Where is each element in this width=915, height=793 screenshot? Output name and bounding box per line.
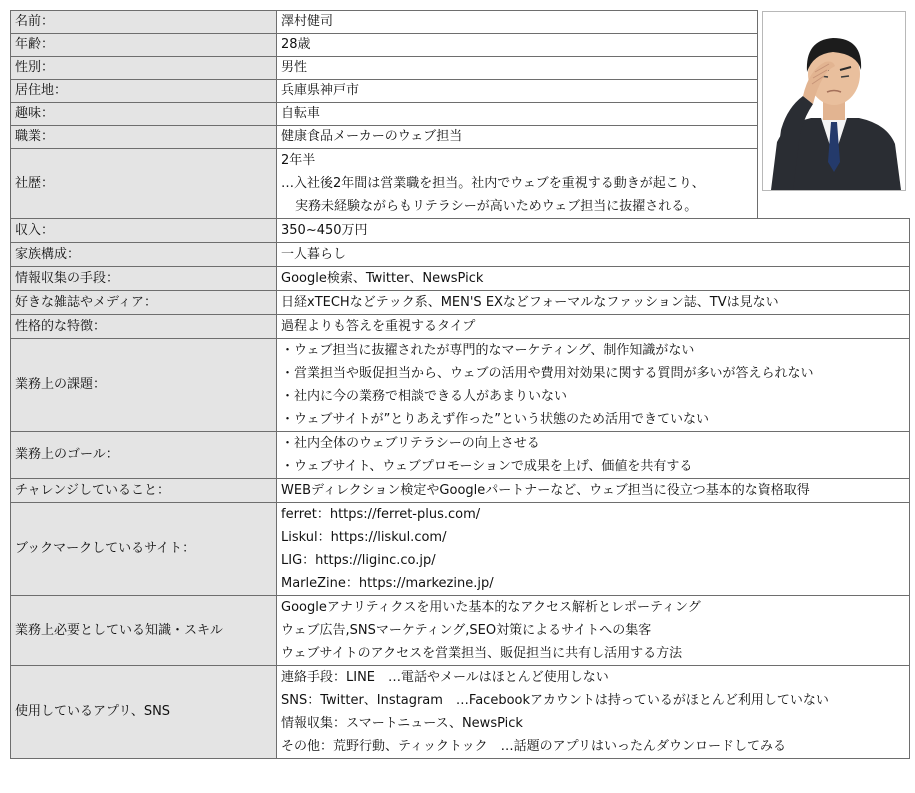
value-line: ・社内全体のウェブリテラシーの向上させる <box>281 436 540 451</box>
row-value <box>277 267 910 291</box>
value-line: ・ウェブサイト、ウェブプロモーションで成果を上げ、価値を共有する <box>281 459 693 474</box>
table-row <box>11 596 910 666</box>
label-occupation: 職業： <box>11 126 277 149</box>
value-line: SNS：Twitter、Instagram …Facebookアカウントは持っているがほとんど利用していない <box>281 693 829 708</box>
value-residence: 兵庫県神戸市 <box>277 80 758 103</box>
label-career: 社歴： <box>11 149 277 219</box>
value-line: ・営業担当や販促担当から、ウェブの活用や費用対効果に関する質問が多いが答えられない <box>281 366 814 381</box>
row-value <box>277 432 910 479</box>
row-value <box>277 315 910 339</box>
row-label: 家族構成： <box>11 243 277 267</box>
table-row <box>11 243 910 267</box>
label-residence: 居住地： <box>11 80 277 103</box>
value-line: Google検索、Twitter、NewsPick <box>281 271 484 286</box>
label-name: 名前： <box>11 11 277 34</box>
table-row <box>11 666 910 759</box>
table-row <box>11 219 910 243</box>
row-value <box>277 291 910 315</box>
row-value <box>277 339 910 432</box>
table-row <box>11 267 910 291</box>
row-value <box>277 666 910 759</box>
value-line: ferret：https://ferret-plus.com/ <box>281 507 481 522</box>
label-age: 年齢： <box>11 34 277 57</box>
row-label: 使用しているアプリ、SNS <box>11 666 277 759</box>
row-label: 好きな雑誌やメディア： <box>11 291 277 315</box>
career-line: …入社後2年間は営業職を担当。社内でウェブを重視する動きが起こり、 <box>281 176 705 191</box>
row-label: 情報収集の手段： <box>11 267 277 291</box>
value-line: ・ウェブサイトが”とりあえず作った”という状態のため活用できていない <box>281 412 710 427</box>
row-value <box>277 503 910 596</box>
value-line: Googleアナリティクスを用いた基本的なアクセス解析とレポーティング <box>281 600 701 615</box>
value-gender: 男性 <box>277 57 758 80</box>
persona-photo <box>762 11 906 191</box>
value-line: 350~450万円 <box>281 223 368 238</box>
value-line: ウェブサイトのアクセスを営業担当、販促担当に共有し活用する方法 <box>281 646 683 661</box>
label-gender: 性別： <box>11 57 277 80</box>
value-line: ・ウェブ担当に抜擢されたが専門的なマーケティング、制作知識がない <box>281 343 695 358</box>
career-line: 実務未経験ながらもリテラシーが高いためウェブ担当に抜擢される。 <box>295 199 698 214</box>
row-value <box>277 219 910 243</box>
value-line: 過程よりも答えを重視するタイプ <box>281 319 476 334</box>
value-hobby: 自転車 <box>277 103 758 126</box>
row-label: 収入： <box>11 219 277 243</box>
persona-table <box>10 10 910 759</box>
value-line: MarleZine：https://markezine.jp/ <box>281 576 494 591</box>
value-career <box>277 149 758 219</box>
value-name: 澤村健司 <box>277 11 758 34</box>
value-line: ウェブ広告,SNSマーケティング,SEO対策によるサイトへの集客 <box>281 623 652 638</box>
label-hobby: 趣味： <box>11 103 277 126</box>
row-value <box>277 596 910 666</box>
row-label: 性格的な特徴： <box>11 315 277 339</box>
persona-sheet <box>10 10 910 759</box>
row-label: ブックマークしているサイト： <box>11 503 277 596</box>
value-line: Liskul：https://liskul.com/ <box>281 530 447 545</box>
table-row <box>11 291 910 315</box>
value-line: 連絡手段：LINE …電話やメールはほとんど使用しない <box>281 670 609 685</box>
troubled-businessman-illustration <box>763 12 905 190</box>
table-row <box>11 315 910 339</box>
value-line: 情報収集：スマートニュース、NewsPick <box>281 716 523 731</box>
table-row <box>11 503 910 596</box>
value-line: 一人暮らし <box>281 247 347 262</box>
table-row <box>11 432 910 479</box>
value-age: 28歳 <box>277 34 758 57</box>
row-value <box>277 243 910 267</box>
value-line: ・社内に今の業務で相談できる人があまりいない <box>281 389 568 404</box>
row-label: 業務上のゴール： <box>11 432 277 479</box>
row-label: 業務上必要としている知識・スキル <box>11 596 277 666</box>
row-value <box>277 479 910 503</box>
value-line: WEBディレクション検定やGoogleパートナーなど、ウェブ担当に役立つ基本的な資格取得 <box>281 483 810 498</box>
table-row <box>11 339 910 432</box>
value-line: LIG：https://liginc.co.jp/ <box>281 553 436 568</box>
value-line: その他：荒野行動、ティックトック …話題のアプリはいったんダウンロードしてみる <box>281 739 787 754</box>
row-name <box>11 11 910 34</box>
photo-cell <box>757 11 909 219</box>
row-label: チャレンジしていること： <box>11 479 277 503</box>
career-line: 2年半 <box>281 153 316 168</box>
row-label: 業務上の課題： <box>11 339 277 432</box>
table-row <box>11 479 910 503</box>
value-line: 日経xTECHなどテック系、MEN'S EXなどフォーマルなファッション誌、TVは見ない <box>281 295 779 310</box>
value-occupation: 健康食品メーカーのウェブ担当 <box>277 126 758 149</box>
